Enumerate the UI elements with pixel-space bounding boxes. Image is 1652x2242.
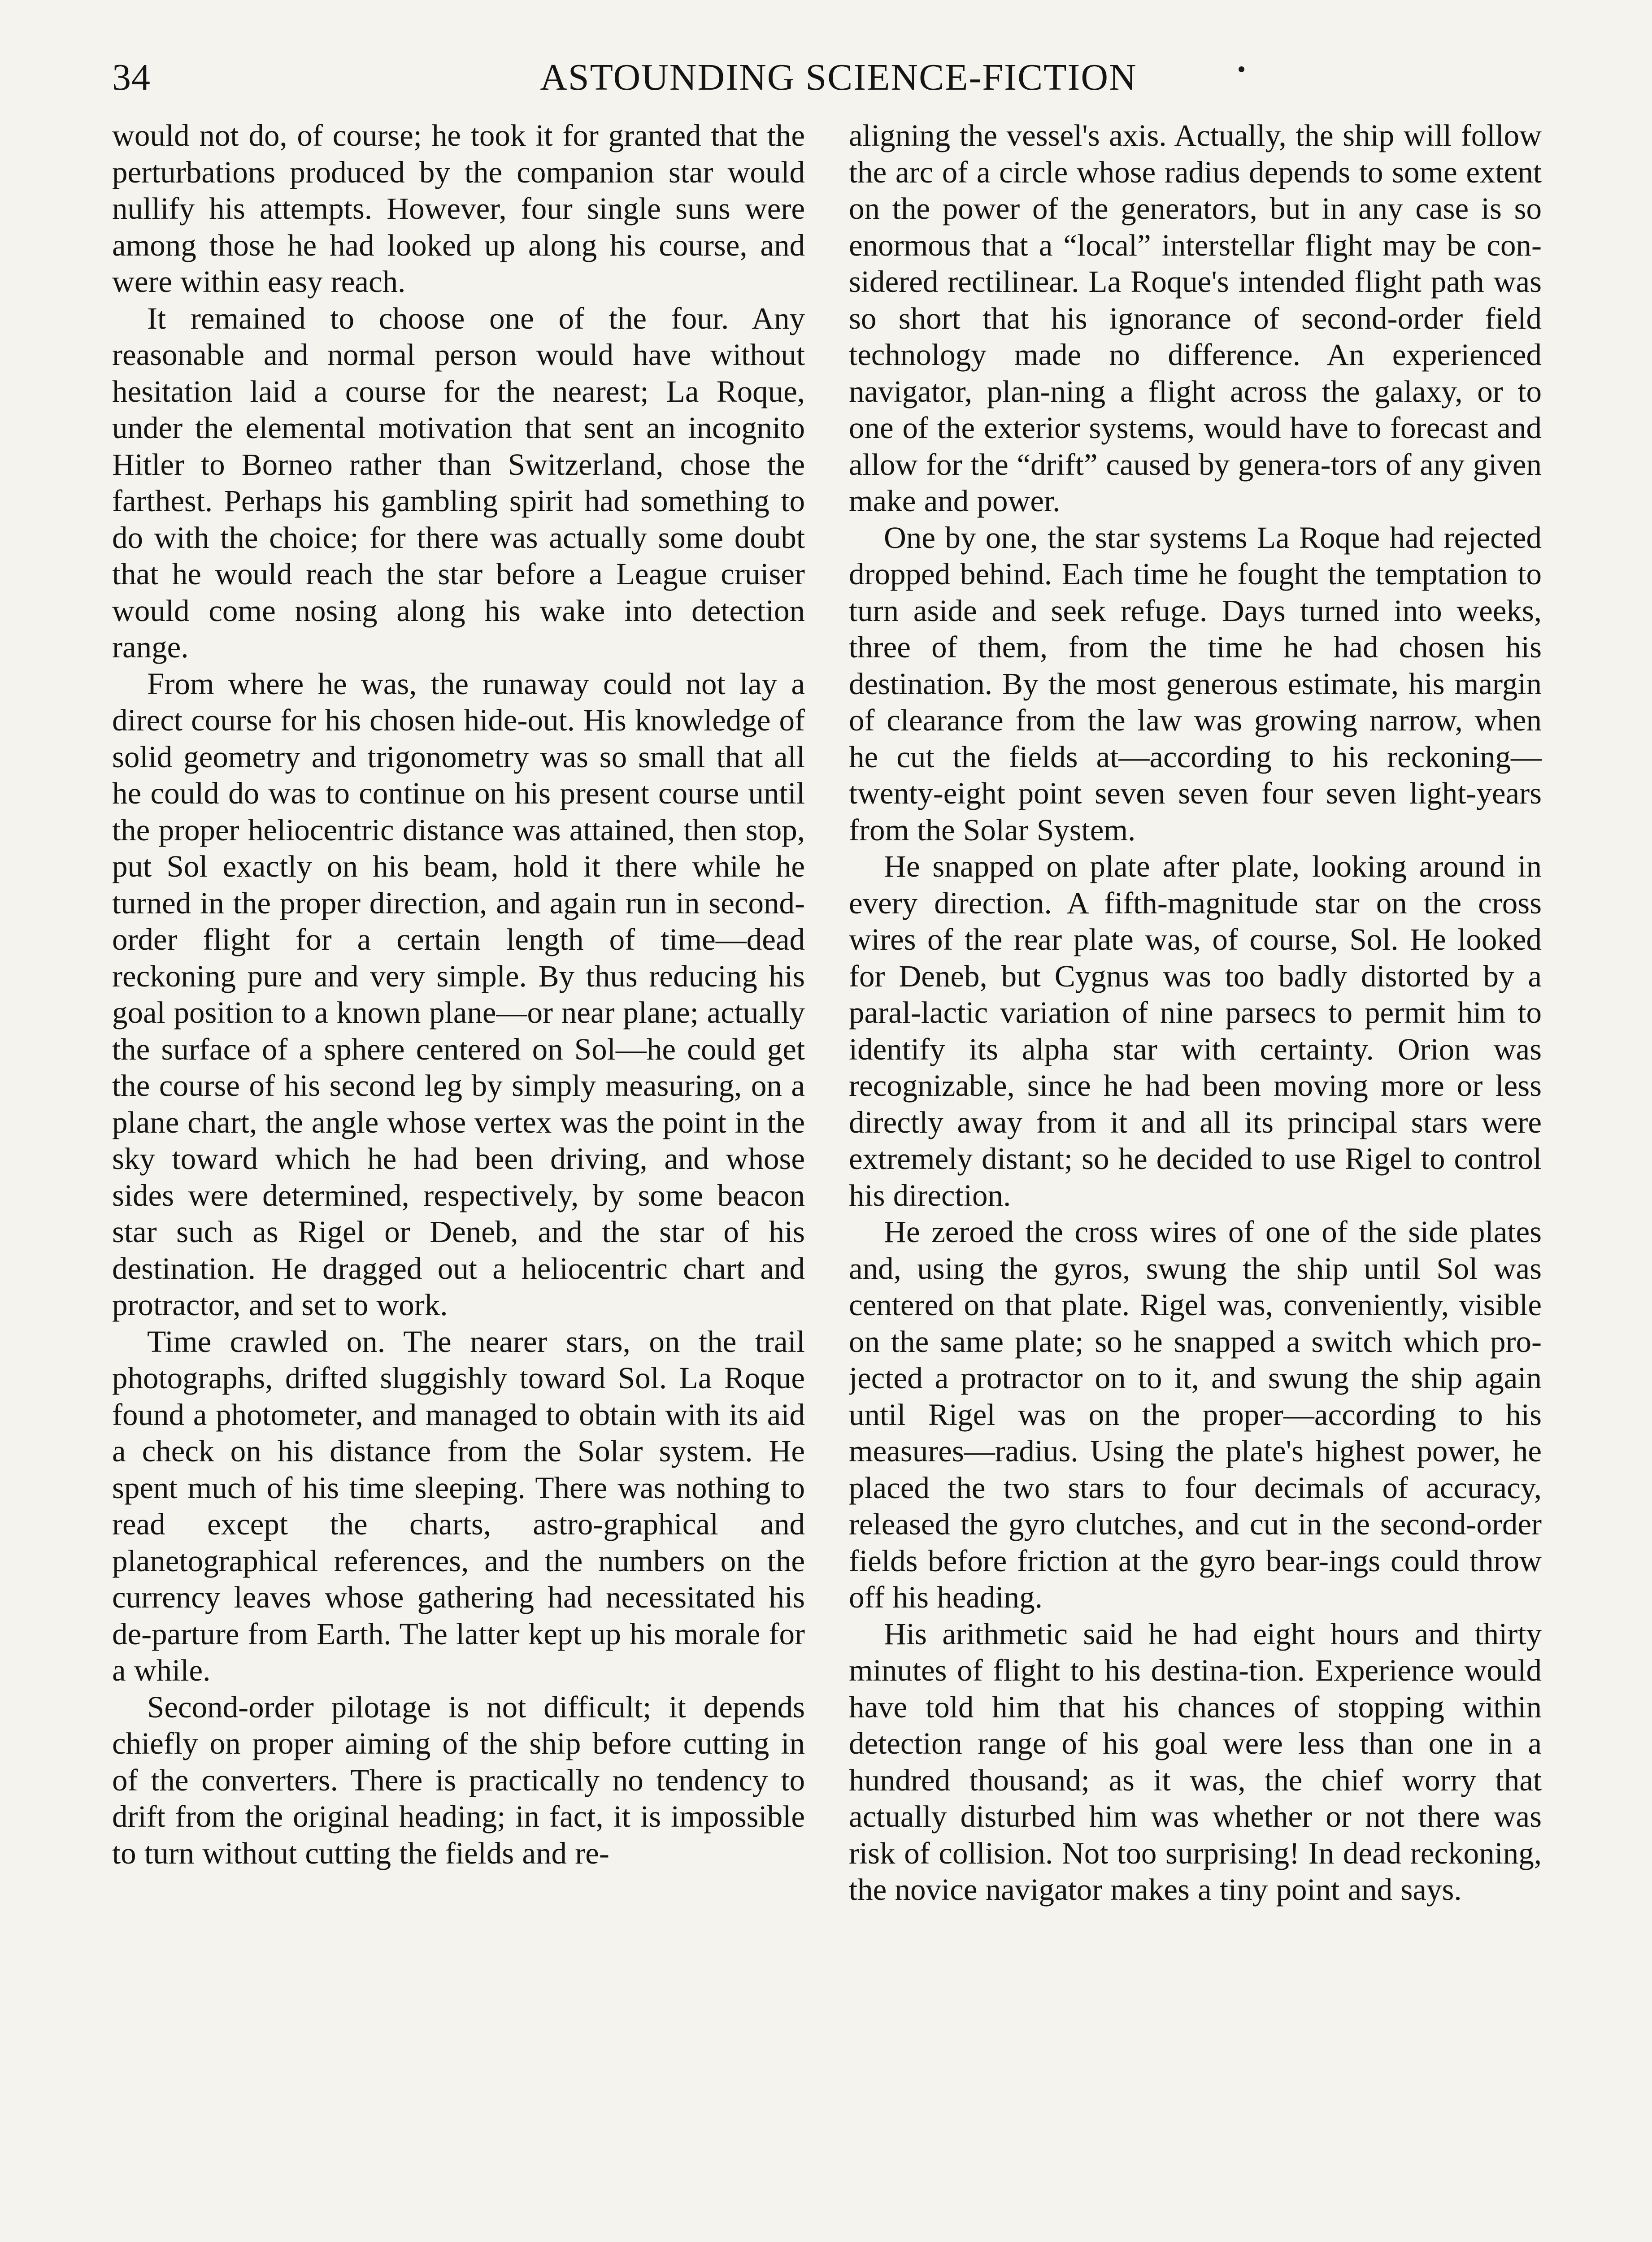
- page-header: [112, 53, 1565, 102]
- paragraph: From where he was, the runaway could not lay a direct course for his chosen hide-out. His knowledge of solid geometry and trigonometry was so small that all he could do was to continue on his present course until the proper heliocentric distance was attained, then stop, put Sol exactly on his beam, hold it there while he turned in the proper direction, and again run in second-order flight for a certain length of time—dead reckoning pure and very simple. By thus reducing his goal position to a known plane—or near plane; actually the surface of a sphere centered on Sol—he could get the course of his second leg by simply measuring, on a plane chart, the angle whose vertex was the point in the sky toward which he had been driving, and whose sides were determined, respectively, by some beacon star such as Rigel or Deneb, and the star of his destination. He dragged out a heliocentric chart and protractor, and set to work.: [112, 666, 805, 1322]
- paragraph: One by one, the star systems La Roque had rejected dropped behind. Each time he fought the temptation to turn aside and seek refuge. Days turned into weeks, three of them, from the time he had chosen his destination. By the most generous estimate, his margin of clearance from the law was growing narrow, when he cut the fields at—according to his reckoning—twenty-eight point seven seven four seven light-years from the Solar System.: [849, 520, 1542, 847]
- paragraph: Time crawled on. The nearer stars, on the trail photographs, drifted sluggishly toward Sol. La Roque found a photometer, and managed to obtain with its aid a check on his distance from the Solar system. He spent much of his time sleeping. There was nothing to read except the charts, astro-graphical and planetographical references, and the numbers on the currency leaves whose gathering had necessitated his de-parture from Earth. The latter kept up his morale for a while.: [112, 1324, 805, 1687]
- print-speck: [1239, 66, 1244, 72]
- paragraph: He zeroed the cross wires of one of the side plates and, using the gyros, swung the ship until Sol was centered on that plate. Rigel was, conveniently, visible on the same plate; so he snapped a switch which pro-jected a protractor on to it, and swung the ship again until Rigel was on the proper—according to his measures—radius. Using the plate's highest power, he placed the two stars to four decimals of accuracy, released the gyro clutches, and cut in the second-order fields before friction at the gyro bear-ings could throw off his heading.: [849, 1215, 1542, 1614]
- right-text-column: [849, 117, 1542, 2242]
- paragraph: aligning the vessel's axis. Actually, the ship will follow the arc of a circle whose radius depends to some extent on the power of the generators, but in any case is so enormous that a “local” interstellar flight may be con-sidered rectilinear. La Roque's intended flight path was so short that his ignorance of second-order field technology made no difference. An experienced navigator, plan-ning a flight across the galaxy, or to one of the exterior systems, would have to forecast and allow for the “drift” caused by genera-tors of any given make and power.: [849, 118, 1542, 518]
- paragraph: It remained to choose one of the four. Any reasonable and normal person would have without hesitation laid a course for the nearest; La Roque, under the elemental motivation that sent an incognito Hitler to Borneo rather than Switzerland, chose the farthest. Perhaps his gambling spirit had something to do with the choice; for there was actually some doubt that he would reach the star before a League cruiser would come nosing along his wake into detection range.: [112, 301, 805, 664]
- paragraph: would not do, of course; he took it for granted that the perturbations produced by the companion star would nullify his attempts. However, four single suns were among those he had looked up along his course, and were within easy reach.: [112, 118, 805, 299]
- page-number: 34: [112, 56, 151, 98]
- paragraph: He snapped on plate after plate, looking around in every direction. A fifth-magnitude star on the cross wires of the rear plate was, of course, Sol. He looked for Deneb, but Cygnus was too badly distorted by a paral-lactic variation of nine parsecs to permit him to identify its alpha star with certainty. Orion was recognizable, since he had been moving more or less directly away from it and all its principal stars were extremely distant; so he decided to use Rigel to control his direction.: [849, 849, 1542, 1212]
- paragraph: His arithmetic said he had eight hours and thirty minutes of flight to his destina-tion. Experience would have told him that his chances of stopping within detection range of his goal were less than one in a hundred thousand; as it was, the chief worry that actually disturbed him was whether or not there was risk of collision. Not too surprising! In dead reckoning, the novice navigator makes a tiny point and says.: [849, 1616, 1542, 1907]
- magazine-title: ASTOUNDING SCIENCE-FICTION: [540, 56, 1137, 98]
- left-text-column: [112, 117, 805, 2242]
- paragraph: Second-order pilotage is not difficult; it depends chiefly on proper aiming of the ship before cutting in of the converters. There is practically no tendency to drift from the original heading; in fact, it is impossible to turn without cutting the fields and re-: [112, 1690, 805, 1870]
